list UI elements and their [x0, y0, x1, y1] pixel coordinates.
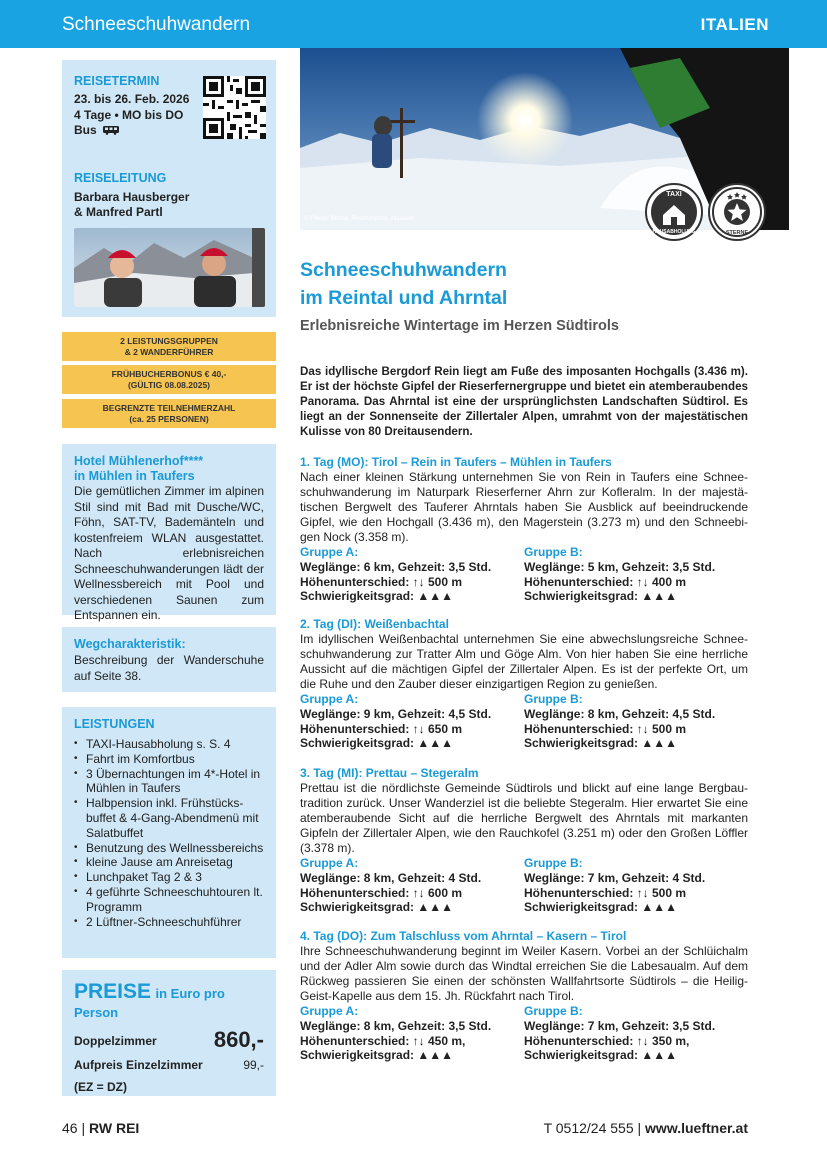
page-subtitle: Erlebnisreiche Wintertage im Herzen Südtirols — [300, 318, 619, 334]
group-b — [524, 545, 748, 604]
group-label: Gruppe B: — [524, 692, 583, 706]
taxi-badge — [645, 183, 703, 241]
sterne-badge — [708, 183, 766, 241]
leistungen-list — [74, 737, 264, 929]
day-title: 1. Tag (MO): Tirol – Rein in Taufers – Mühlen in Taufers — [300, 455, 612, 469]
day-2 — [300, 617, 748, 751]
weg-title: Wegcharakteristik: — [74, 637, 186, 651]
day-text: Prettau ist die nördlichste Gemeinde Südtirols und blickt auf eine lange Bergbautradition zurück. Unser Wanderziel ist die beliebte Stegeralm. Hier erwartet Sie eine atemberaubende Sicht auf die herrliche Bergwelt des Ahrntals mit markanten Gipfeln der Zillertaler Alpen, wie den Rauchkofel (3.251 m) oder den Großen Löffler (3.378 m). — [300, 781, 748, 855]
group-line: Schwierigkeitsgrad: ▲▲▲ — [300, 589, 453, 604]
taxi-badge-bottom: HAUSABHOLUNG — [652, 229, 696, 235]
group-line: Höhenunterschied: ↑↓ 400 m — [524, 574, 687, 589]
doppel-label: Doppelzimmer — [74, 1034, 157, 1048]
group-a — [300, 856, 524, 915]
list-item: • Benutzung des Wellnessbereichs — [74, 841, 264, 856]
group-b — [524, 856, 748, 915]
leistungen-title: LEISTUNGEN — [74, 717, 155, 731]
list-item: • 2 Lüftner-Schneeschuhführer — [74, 915, 264, 930]
price-box — [62, 970, 276, 1096]
page-header — [0, 0, 827, 48]
day-title: 2. Tag (DI): Weißenbachtal — [300, 617, 449, 631]
day-text: Nach einer kleinen Stärkung unternehmen Sie von Rein in Taufers eine Schneeschuhwanderung im Naturpark Rieserferner Ahrn zur Kofleralm. In der majestätischen Bergwelt des Tauferer Ahrntals haben Sie Ausblick auf beeindruckende Gipfel, wie den Hochgall (3.436 m), den Magerstein (3.273 m) und den Schneebigen Nock (3.358 m). — [300, 470, 748, 544]
notice-line: BEGRENZTE TEILNEHMERZAHL — [102, 403, 236, 413]
list-item: • TAXI-Hausabholung s. S. 4 — [74, 737, 264, 752]
group-line: Schwierigkeitsgrad: ▲▲▲ — [524, 589, 677, 604]
list-item: • 3 Übernachtungen im 4*-Hotel in Mühlen in Taufers — [74, 767, 264, 797]
intro-text: Das idyllische Bergdorf Rein liegt am Fuße des imposanten Hochgalls (3.436 m). Er ist der höchste Gipfel der Rieserfernergruppe und bietet ein atemberaubendes Panorama. Das Ahrntal ist eine der ursprünglichsten Landschaften Südtirol. Es liegt an der Sonnenseite der Zillertaler Alpen, umrahmt von der majestätischen Kulisse von 80 Dreitausendern. — [300, 365, 748, 438]
group-line: Weglänge: 8 km, Gehzeit: 4 Std. — [300, 870, 482, 885]
photo-caption: © Frieder Blickle, Reschenpass, Maselen — [304, 216, 414, 222]
group-b — [524, 692, 748, 751]
guides-photo — [74, 228, 265, 307]
group-line: Höhenunterschied: ↑↓ 450 m, — [300, 1033, 466, 1048]
list-item: • Fahrt im Komfortbus — [74, 752, 264, 767]
preise-title: PREISE — [74, 980, 152, 1003]
day-1 — [300, 455, 748, 604]
group-line: Höhenunterschied: ↑↓ 500 m — [300, 574, 463, 589]
bus-icon — [102, 125, 120, 135]
group-line: Schwierigkeitsgrad: ▲▲▲ — [300, 736, 453, 751]
group-line: Weglänge: 8 km, Gehzeit: 4,5 Std. — [524, 706, 716, 721]
header-country: ITALIEN — [700, 15, 769, 34]
notice-fruehbucher — [62, 365, 276, 394]
notice-line: FRÜHBUCHERBONUS € 40,- — [111, 369, 227, 379]
notice-line: 2 LEISTUNGSGRUPPEN — [120, 336, 218, 346]
leistungen-box — [62, 707, 276, 958]
notice-line: (ca. 25 PERSONEN) — [129, 414, 209, 424]
group-line: Höhenunterschied: ↑↓ 650 m — [300, 721, 463, 736]
day-3 — [300, 766, 748, 915]
group-line: Weglänge: 5 km, Gehzeit: 3,5 Std. — [524, 559, 716, 574]
hotel-box — [62, 444, 276, 622]
page-number: 46 — [62, 1120, 78, 1136]
header-title: Schneeschuhwandern — [62, 14, 251, 35]
doppel-price: 860,- — [213, 1027, 264, 1052]
group-line: Schwierigkeitsgrad: ▲▲▲ — [524, 900, 677, 915]
group-line: Schwierigkeitsgrad: ▲▲▲ — [300, 900, 453, 915]
day-title: 4. Tag (DO): Zum Talschluss vom Ahrntal – Kasern – Tirol — [300, 929, 627, 943]
group-line: Höhenunterschied: ↑↓ 500 m — [524, 885, 687, 900]
footer-website-link[interactable]: www.lueftner.at — [645, 1120, 748, 1136]
hotel-text: Die gemütlichen Zimmer im alpinen Stil sind mit Bad mit Dusche/WC, Föhn, SAT-TV, Bademänteln und kostenfreiem WLAN ausgestattet. Nach erlebnisreichen Schneeschuhwanderungen lädt der Wellnessbereich mit Pool und verschiedenen Saunen zum Entspannen ein. — [74, 484, 264, 622]
taxi-badge-top: TAXI — [666, 191, 682, 198]
reisetermin-days: 4 Tage • MO bis DO — [74, 107, 184, 122]
travel-info-box — [62, 60, 276, 317]
group-label: Gruppe B: — [524, 545, 583, 559]
list-item: • Lunchpaket Tag 2 & 3 — [74, 870, 264, 885]
reisetermin-date: 23. bis 26. Feb. 2026 — [74, 92, 190, 106]
footer-right: T 0512/24 555 | www.lueftner.at — [543, 1120, 748, 1136]
reiseleitung-name-1: Barbara Hausberger — [74, 189, 190, 204]
group-line: Weglänge: 9 km, Gehzeit: 4,5 Std. — [300, 706, 492, 721]
weg-box — [62, 627, 276, 692]
group-label: Gruppe A: — [300, 856, 359, 870]
notice-teilnehmer — [62, 399, 276, 428]
footer-left: 46 | RW REI — [62, 1120, 140, 1136]
qr-code[interactable] — [203, 76, 266, 139]
group-line: Weglänge: 8 km, Gehzeit: 3,5 Std. — [300, 1018, 492, 1033]
preise-subtitle: in Euro pro Person — [74, 986, 225, 1020]
ez-price: 99,- — [243, 1058, 264, 1072]
group-label: Gruppe A: — [300, 545, 359, 559]
day-4 — [300, 929, 748, 1063]
title-line-1: Schneeschuhwandern — [300, 259, 507, 281]
group-b — [524, 1004, 748, 1063]
title-line-2: im Reintal und Ahrntal — [300, 287, 508, 309]
group-line: Schwierigkeitsgrad: ▲▲▲ — [524, 1048, 677, 1063]
day-text: Im idyllischen Weißenbachtal unternehmen Sie eine abwechslungsreiche Schneeschuhwanderung zur Tratter Alm und Göge Alm. Von hier haben Sie eine herrliche Aussicht auf die mächtigen Gipfel der Zillertaler Alpen. Es ist der perfekte Ort, um die Ruhe und den Zauber dieser einzigartigen Region zu genießen. — [300, 632, 748, 691]
notice-leistungsgruppen — [62, 332, 276, 361]
group-line: Höhenunterschied: ↑↓ 500 m — [524, 721, 687, 736]
page-title — [300, 256, 507, 312]
reiseleitung-name-2: & Manfred Partl — [74, 205, 163, 219]
list-item: • kleine Jause am Anreisetag — [74, 855, 264, 870]
notice-line: & 2 WANDERFÜHRER — [124, 347, 214, 357]
reiseleitung-label: REISELEITUNG — [74, 170, 167, 185]
group-line: Höhenunterschied: ↑↓ 600 m — [300, 885, 463, 900]
group-line: Weglänge: 7 km, Gehzeit: 4 Std. — [524, 870, 706, 885]
group-line: Schwierigkeitsgrad: ▲▲▲ — [524, 736, 677, 751]
group-label: Gruppe B: — [524, 1004, 583, 1018]
group-a — [300, 545, 524, 604]
list-item: • Halbpension inkl. Frühstücksbuffet & 4-Gang-Abendmenü mit Salatbuffet — [74, 796, 264, 840]
group-line: Weglänge: 7 km, Gehzeit: 3,5 Std. — [524, 1018, 716, 1033]
day-title: 3. Tag (MI): Prettau – Stegeralm — [300, 766, 479, 780]
group-line: Höhenunterschied: ↑↓ 350 m, — [524, 1033, 690, 1048]
group-line: Weglänge: 6 km, Gehzeit: 3,5 Std. — [300, 559, 492, 574]
hotel-title-2: in Mühlen in Taufers — [74, 469, 195, 483]
footer-phone: T 0512/24 555 — [543, 1120, 634, 1136]
weg-text: Beschreibung der Wanderschuhe auf Seite 38. — [74, 653, 264, 683]
list-item: • 4 geführte Schneeschuhtouren lt. Programm — [74, 885, 264, 915]
footer-brand: RW REI — [89, 1120, 140, 1136]
group-label: Gruppe A: — [300, 692, 359, 706]
group-a — [300, 692, 524, 751]
ez-label: Aufpreis Einzelzimmer — [74, 1058, 203, 1072]
reisetermin-bus: Bus — [74, 123, 97, 137]
group-line: Schwierigkeitsgrad: ▲▲▲ — [300, 1048, 453, 1063]
sterne-badge-label: STERNE — [725, 230, 749, 236]
group-label: Gruppe B: — [524, 856, 583, 870]
ez-note: (EZ = DZ) — [74, 1080, 127, 1094]
notice-line: (GÜLTIG 08.08.2025) — [127, 380, 211, 390]
reisetermin-label: REISETERMIN — [74, 74, 160, 88]
hotel-title-1: Hotel Mühlenerhof**** — [74, 454, 204, 468]
day-text: Ihre Schneeschuhwanderung beginnt im Weiler Kasern. Vorbei an der Schlüichalm und der Adler Alm sowie durch das Windtal erreichen Sie die Labesaualm. Auf dem Rückweg passieren Sie einen der schönsten Wallfahrtsorte Südtirols – die Heilig-Geist-Kapelle aus dem 15. Jh. Rückfahrt nach Tirol. — [300, 944, 748, 1003]
group-label: Gruppe A: — [300, 1004, 359, 1018]
group-a — [300, 1004, 524, 1063]
